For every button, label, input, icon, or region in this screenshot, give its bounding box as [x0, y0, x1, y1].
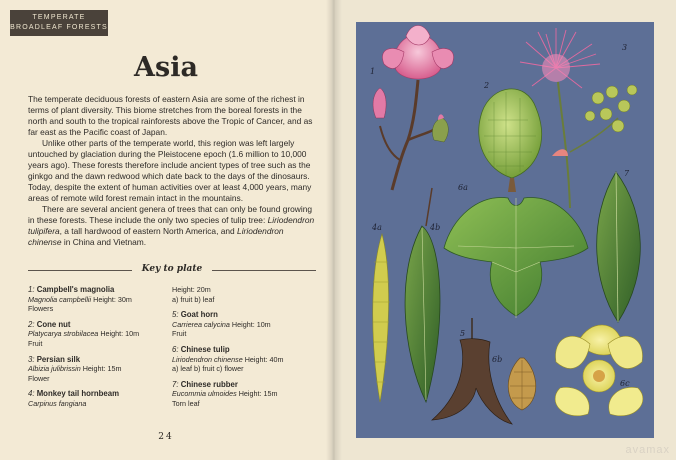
key-entry-title: [28, 285, 164, 295]
plate-illustration: [356, 22, 654, 438]
key-entry-height: Height: 40m: [244, 354, 284, 364]
key-entry-details: [28, 329, 164, 339]
key-entry-latin: Liriodendron chinense: [172, 354, 243, 364]
key-entry: [28, 355, 164, 384]
key-entry-number: 4:: [28, 389, 35, 399]
plate-label-3: 3: [622, 43, 628, 52]
key-column-1: [28, 285, 164, 415]
botanical-plate: [356, 22, 654, 438]
key-entry-height: Height: 10m: [231, 319, 271, 329]
plate-label-6b: 6b: [492, 355, 503, 364]
key-entry-part: a) leaf b) fruit c) flower: [172, 364, 244, 374]
key-entry-title: [28, 389, 164, 399]
body-paragraph: [28, 204, 316, 248]
key-heading: Key to plate: [141, 264, 203, 274]
key-entry-name: Persian silk: [36, 354, 81, 364]
latin-name: Liriodendron tulipifera: [28, 215, 315, 236]
chinese-rubber-illustration: [597, 172, 641, 322]
plate-label-5: 5: [460, 329, 466, 338]
cone-nut-illustration: [479, 89, 542, 192]
key-entry: [28, 320, 164, 349]
key-entry-number: 7:: [172, 379, 179, 389]
key-entry-height: Height: 15m: [82, 364, 122, 374]
key-entry-part: a) fruit b) leaf: [172, 294, 215, 304]
left-page: [0, 0, 332, 460]
key-entry-name: Chinese rubber: [180, 379, 238, 389]
key-entry-latin: Eucommia ulmoides: [172, 389, 237, 399]
key-entry-part: Flower: [28, 373, 50, 383]
section-tag-line-1: TEMPERATE: [32, 14, 86, 21]
section-tag-line-2: BROADLEAF FORESTS: [10, 24, 108, 31]
body-paragraph: [28, 138, 316, 204]
key-entry-latin: Carpinus fangiana: [28, 398, 87, 408]
key-entry-name: Cone nut: [36, 319, 71, 329]
tulip-flower-illustration: [555, 325, 643, 416]
key-entry-title: [28, 355, 164, 365]
key-entry-details: [172, 355, 312, 365]
key-entry-title: [172, 310, 312, 320]
key-entry-part: Flowers: [28, 304, 54, 314]
key-entry: [172, 345, 312, 374]
magnolia-illustration: [373, 26, 454, 191]
body-text: [28, 94, 316, 248]
key-entry: [172, 380, 312, 409]
key-entry-number: 2:: [28, 319, 35, 329]
tulip-fruit-illustration: [508, 358, 536, 410]
plate-label-4a: 4a: [372, 223, 382, 232]
key-entry-part: Fruit: [172, 329, 187, 339]
plate-label-6a: 6a: [458, 183, 468, 192]
text-run: There are several ancient genera of trees that can only be found growing in these forests. These include the only two species of tulip tree:: [28, 204, 313, 225]
hornbeam-catkin-illustration: [373, 234, 390, 402]
hornbeam-leaf-illustration: [405, 188, 440, 402]
key-entry-details: [172, 285, 312, 295]
key-entry: [172, 310, 312, 339]
watermark: avamax: [625, 444, 670, 456]
key-entry: [28, 389, 164, 408]
book-gutter: [326, 0, 342, 460]
key-entry-name: Chinese tulip: [180, 344, 230, 354]
key-entry-number: 3:: [28, 354, 35, 364]
page-title: Asia: [134, 52, 198, 83]
key-entry-latin: Magnolia campbellii: [28, 294, 92, 304]
key-entry-part: Fruit: [28, 338, 43, 348]
key-entry-details: [172, 389, 312, 399]
key-entry-number: 1:: [28, 285, 35, 294]
key-entry-details: [172, 320, 312, 330]
key-entry-latin: Albizia julibrissin: [28, 364, 81, 374]
key-entry-height: Height: 15m: [238, 389, 278, 399]
key-entry-details: [28, 364, 164, 374]
key-entry: [172, 285, 312, 304]
plate-label-6c: 6c: [620, 379, 630, 388]
key-entry-number: 6:: [172, 344, 179, 354]
key-entry: [28, 285, 164, 314]
key-entry-name: Goat horn: [180, 310, 218, 320]
body-paragraph: [28, 94, 316, 138]
page-number: 24: [158, 432, 174, 442]
key-entry-name: Campbell's magnolia: [36, 285, 115, 294]
key-entry-height: Height: 20m: [172, 285, 211, 294]
key-entry-name: Monkey tail hornbeam: [36, 389, 120, 399]
text-run: The temperate deciduous forests of eastern Asia are some of the richest in terms of plant diversity. This biome stretches from the boreal forests in the north and south to the tropical rainforests above the Tropic of Cancer, and as far east as the Pacific coast of Japan.: [28, 94, 313, 137]
key-entry-latin: Platycarya strobilacea: [28, 329, 99, 339]
key-entry-latin: Carrierea calycina: [172, 319, 230, 329]
key-entry-title: [172, 345, 312, 355]
key-entry-height: Height: 10m: [100, 329, 140, 339]
key-entry-number: 5:: [172, 310, 179, 320]
plate-label-1: 1: [370, 67, 376, 76]
key-entry-height: Height: 30m: [93, 294, 132, 304]
plate-label-7: 7: [624, 169, 630, 178]
key-entry-details: [28, 295, 164, 305]
key-heading-row: [28, 263, 316, 277]
key-entry-details: [28, 399, 164, 409]
latin-name: Liriodendron chinense: [28, 226, 284, 247]
section-tag: [10, 10, 108, 36]
key-entry-title: [28, 320, 164, 330]
key-column-2: [172, 285, 312, 415]
goat-horn-illustration: [432, 318, 512, 424]
plate-label-4b: 4b: [430, 223, 441, 232]
text-run: , a tall hardwood of eastern North America, and: [59, 226, 238, 236]
text-run: Unlike other parts of the temperate world, this region was left largely untouched by glaciation during the Pleistocene epoch (1.6 million to 10,000 years ago). These forests therefore include ancient types of tree such as the ginkgo and the dawn redwood which date back to the days of the dinosaurs. Today, despite the extent of human activities over at least 4,000 years, many areas of remote wild forest remain intact in the mountains.: [28, 138, 312, 203]
key-entry-title: [172, 380, 312, 390]
text-run: in China and Vietnam.: [61, 237, 147, 247]
tulip-leaf-illustration: [444, 198, 588, 318]
key-entry-part: Torn leaf: [172, 398, 200, 408]
plate-label-2: 2: [484, 81, 490, 90]
